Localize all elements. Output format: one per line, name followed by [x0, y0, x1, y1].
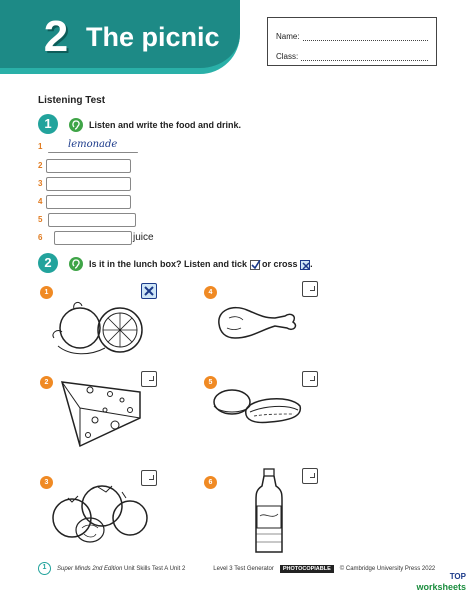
- item-number: 2: [40, 376, 53, 389]
- listening-icon: [69, 118, 83, 132]
- name-label: Name:: [276, 32, 300, 41]
- answer-row-6: [38, 231, 178, 247]
- tick-sample-icon: [250, 260, 260, 270]
- row-number: 4: [38, 197, 43, 206]
- class-label: Class:: [276, 52, 299, 61]
- row-number: 5: [38, 215, 43, 224]
- row-number: 3: [38, 179, 43, 188]
- water-bottle-picture: [252, 468, 286, 556]
- instruction-part-b: or cross: [262, 259, 298, 269]
- answer-row-4: [38, 195, 178, 211]
- unit-number: 2: [43, 12, 69, 61]
- answer-row-2: [38, 159, 178, 175]
- page-footer: [38, 562, 438, 575]
- student-info-box: [267, 17, 437, 66]
- unit-title: The picnic: [86, 22, 220, 52]
- exercise-2-instruction: Is it in the lunch box? Listen and tick or cross .: [89, 259, 313, 269]
- item-number: 4: [204, 286, 217, 299]
- class-field[interactable]: [301, 53, 428, 61]
- class-row: [276, 45, 428, 61]
- name-row: [276, 25, 428, 41]
- photocopiable-badge: PHOTOCOPIABLE: [280, 565, 334, 573]
- oranges-picture: [50, 298, 150, 358]
- item-1-checkbox[interactable]: [141, 283, 157, 299]
- answer-box[interactable]: [46, 177, 131, 191]
- answer-text: lemonade: [68, 139, 118, 150]
- listening-icon: [69, 257, 83, 271]
- instruction-part-a: Is it in the lunch box? Listen and tick: [89, 259, 248, 269]
- answer-box[interactable]: [54, 231, 132, 245]
- book-title: Super Minds 2nd Edition Unit Skills Test A Unit 2: [57, 565, 186, 572]
- answer-box[interactable]: [46, 159, 131, 173]
- watermark-logo: TOP worksheets: [416, 572, 466, 592]
- item-6-checkbox[interactable]: [302, 468, 318, 484]
- cheese-picture: [60, 380, 145, 450]
- sandwiches-picture: [210, 384, 305, 429]
- cross-sample-icon: [300, 260, 310, 270]
- name-field[interactable]: [303, 33, 428, 41]
- row-number: 1: [38, 142, 43, 151]
- tomatoes-picture: [50, 484, 150, 546]
- exercise-1-instruction: Listen and write the food and drink.: [89, 120, 242, 130]
- answer-row-5: [38, 213, 178, 229]
- item-number: 3: [40, 476, 53, 489]
- answer-row-3: [38, 177, 178, 193]
- answer-box[interactable]: [46, 195, 131, 209]
- section-title: Listening Test: [38, 95, 106, 106]
- item-number: 6: [204, 476, 217, 489]
- item-number: 5: [204, 376, 217, 389]
- answer-box[interactable]: [48, 213, 136, 227]
- level-label: Level 3 Test Generator: [213, 565, 274, 572]
- row-number: 2: [38, 161, 43, 170]
- page-number: 1: [38, 562, 51, 575]
- unit-banner: [0, 0, 240, 74]
- copyright-text: © Cambridge University Press 2022: [339, 565, 436, 572]
- chicken-leg-picture: [215, 302, 300, 342]
- juice-suffix: juice: [133, 232, 154, 243]
- item-number: 1: [40, 286, 53, 299]
- row-number: 6: [38, 233, 43, 242]
- item-4-checkbox[interactable]: [302, 281, 318, 297]
- exercise-1-badge: 1: [38, 114, 58, 134]
- exercise-2-badge: 2: [38, 253, 58, 273]
- answer-line[interactable]: [48, 152, 138, 153]
